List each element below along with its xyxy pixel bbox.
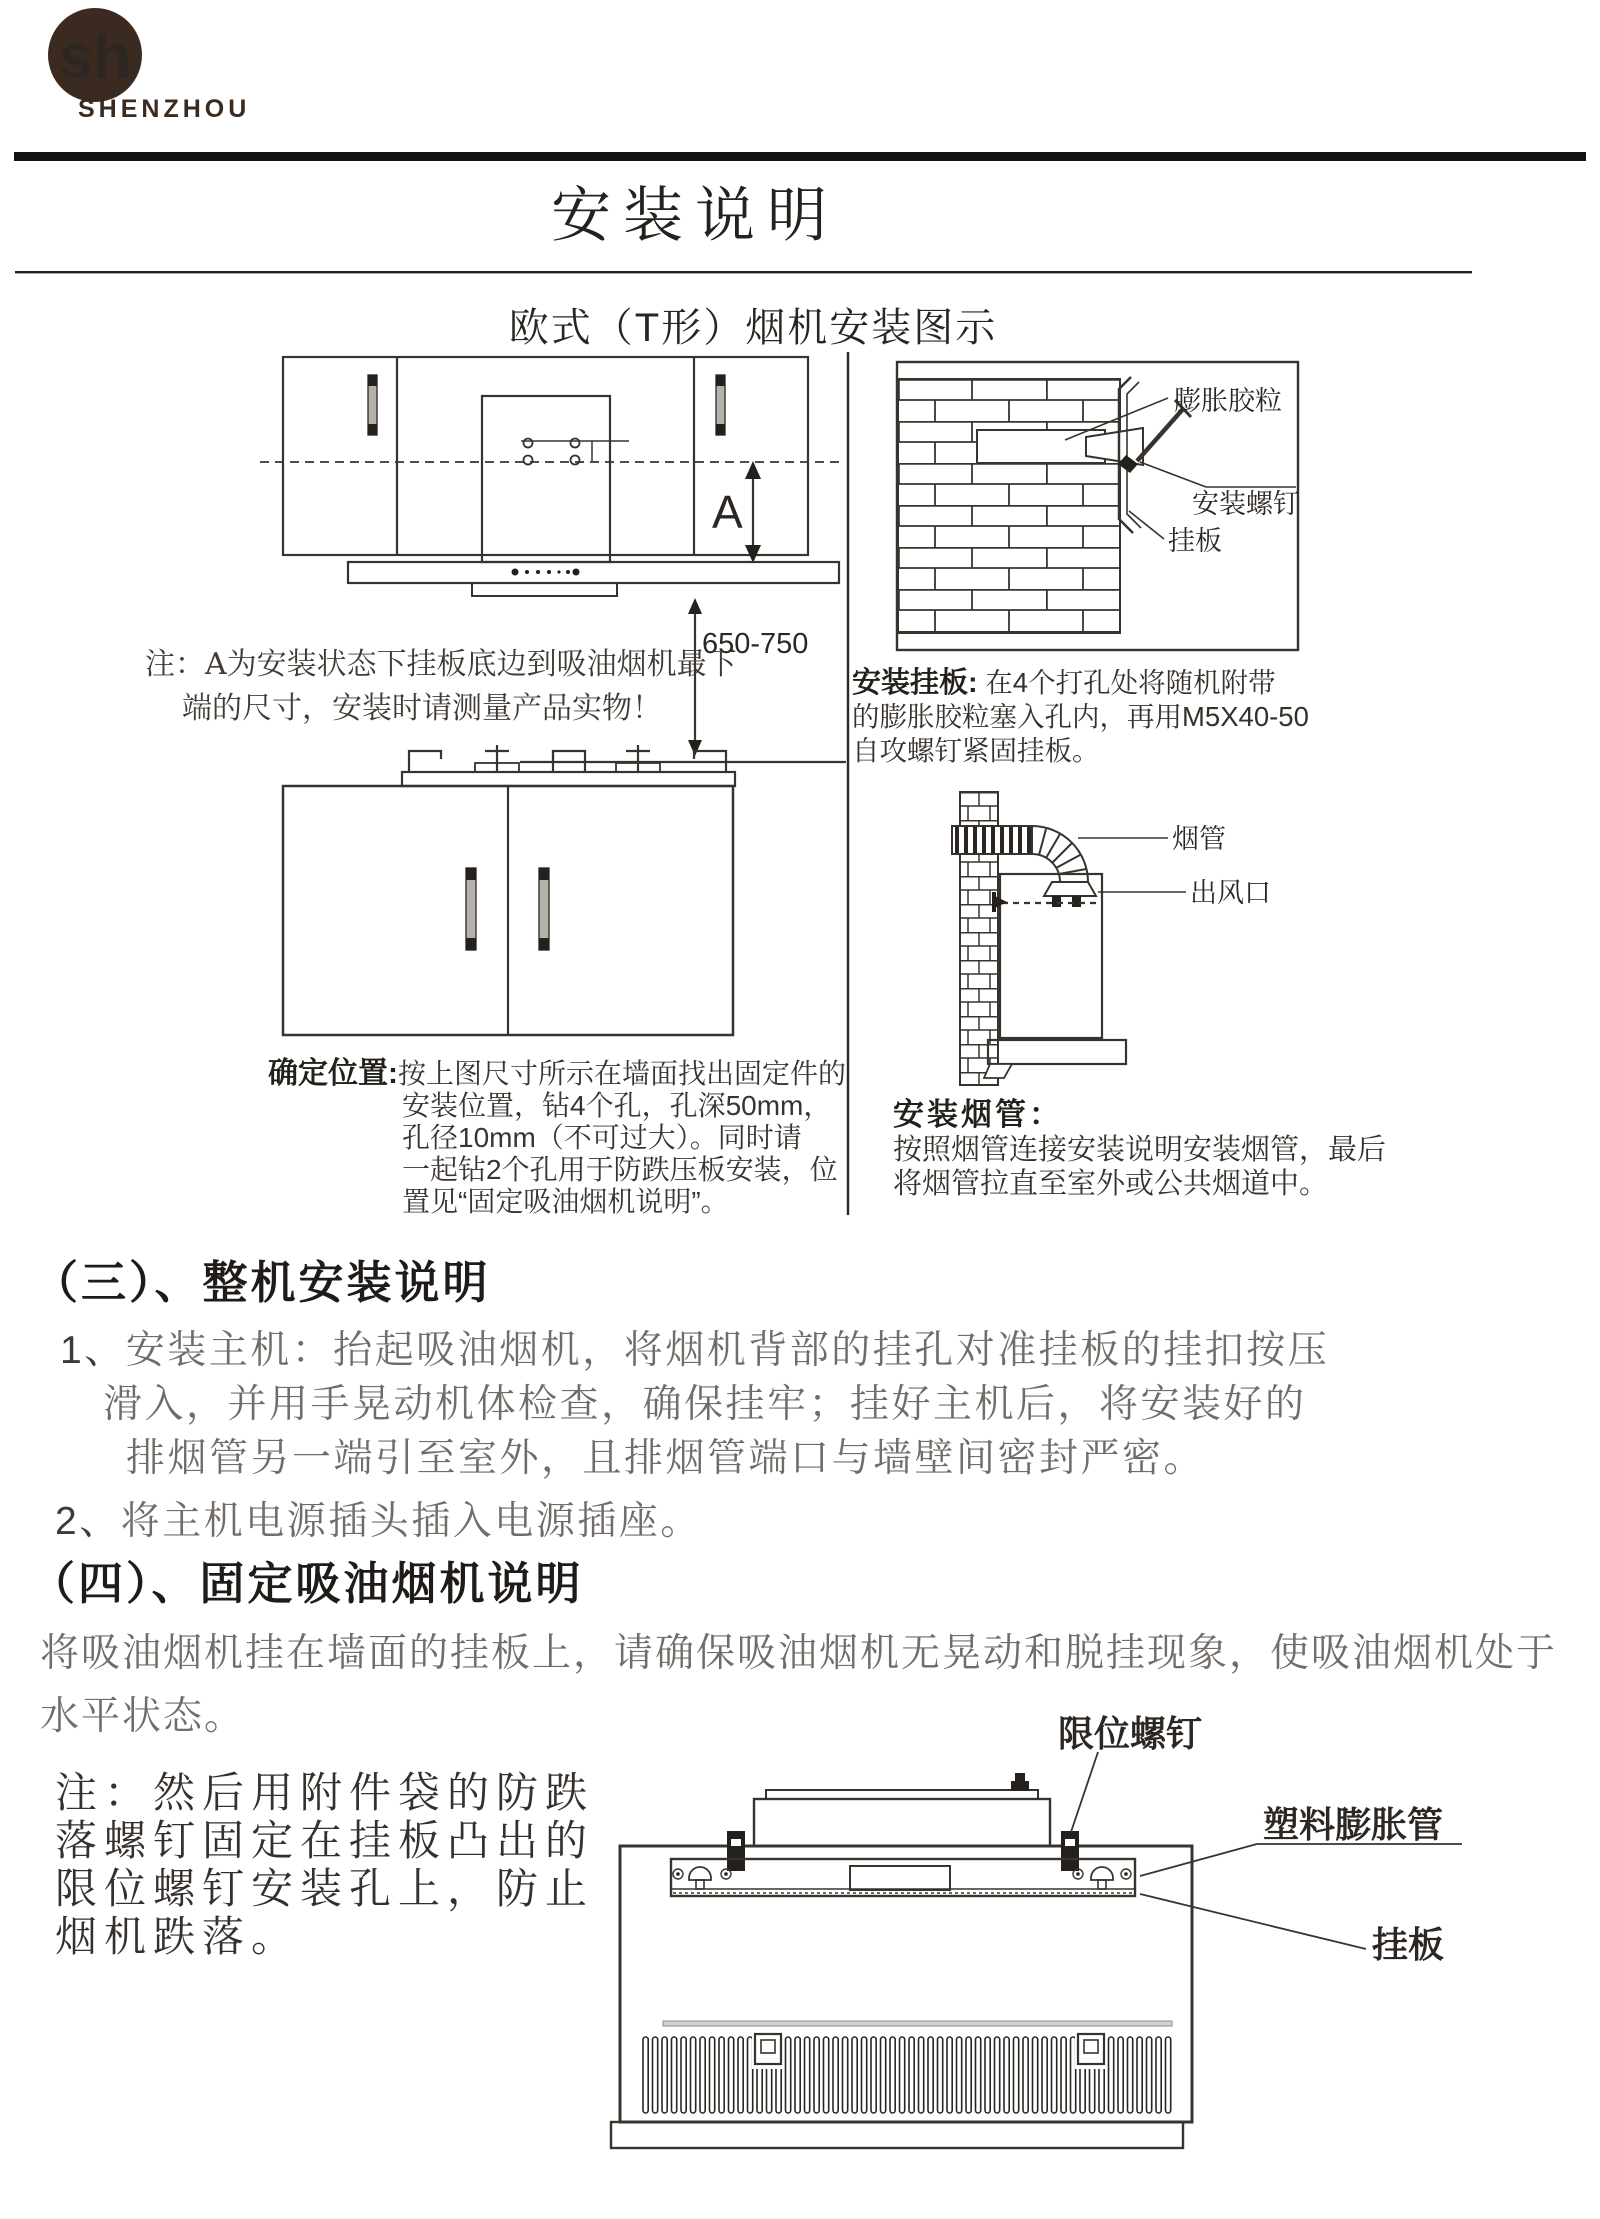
position-instructions-title: 确定位置: [268, 1057, 398, 1090]
position-instructions-line5: 置见“固定吸油烟机说明”。 [402, 1186, 729, 1217]
duct-caption-line1: 按照烟管连接安装说明安装烟管，最后 [893, 1134, 1387, 1166]
section3-item1-line3: 排烟管另一端引至室外，且排烟管端口与墙壁间密封严密。 [126, 1437, 1206, 1480]
section3-heading: （三）、整机安装说明 [33, 1257, 491, 1308]
section-subtitle: 欧式（T形）烟机安装图示 [508, 306, 998, 350]
anti-fall-note-line2: 落螺钉固定在挂板凸出的 [55, 1816, 595, 1865]
header-rule [14, 152, 1586, 161]
anti-fall-note-line3: 限位螺钉安装孔上，防止 [55, 1864, 595, 1913]
dim-a-label: A [712, 486, 743, 538]
section3-item1-number: 1、 [60, 1329, 126, 1372]
section4-paragraph [40, 1622, 1557, 1748]
duct-caption-title: 安装烟管： [893, 1097, 1063, 1132]
plate-label: 挂板 [1168, 526, 1222, 556]
brand-logo-icon [48, 8, 142, 102]
duct-diagram [952, 792, 1186, 1085]
expansion-tube-label: 塑料膨胀管 [1263, 1804, 1444, 1845]
page-title: 安装说明 [551, 182, 839, 249]
brand-name: SHENZHOU [78, 95, 251, 123]
section4-heading: （四）、固定吸油烟机说明 [30, 1558, 584, 1609]
svg-text:sh: sh [58, 23, 132, 92]
section3-item2-number: 2、 [55, 1500, 121, 1543]
section4-paragraph-line2: 水平状态。 [40, 1695, 246, 1738]
mount-plate-caption-line3: 自攻螺钉紧固挂板。 [852, 735, 1100, 766]
mount-plate-caption-line2: 的膨胀胶粒塞入孔内，再用M5X40-50 [852, 701, 1309, 732]
position-instructions-line3: 孔径10mm（不可过大）。同时请 [402, 1122, 802, 1153]
section4-paragraph-line1: 将吸油烟机挂在墙面的挂板上，请确保吸油烟机无晃动和脱挂现象，使吸油烟机处于 [40, 1632, 1558, 1675]
anti-fall-note [55, 1769, 594, 1961]
section3-item1 [60, 1324, 1329, 1486]
mount-plate-caption-text1: 在4个打孔处将随机附带 [977, 667, 1276, 698]
screw-label: 安装螺钉 [1192, 489, 1300, 519]
anti-fall-note-line4: 烟机跌落。 [55, 1912, 301, 1961]
control-buttons-dots [512, 569, 580, 576]
position-instructions [268, 1058, 846, 1218]
duct-caption [893, 1098, 1386, 1201]
mount-plate-caption-title: 安装挂板: [852, 667, 978, 699]
outlet-label: 出风口 [1190, 878, 1271, 908]
section3-item2 [55, 1490, 702, 1546]
mount-plate-caption [852, 666, 1309, 768]
position-instructions-line4: 一起钻2个孔用于防跌压板安装，位 [402, 1154, 838, 1185]
pipe-label: 烟管 [1172, 824, 1226, 854]
dimension-note-line2: 端的尺寸，安装时请测量产品实物！ [182, 691, 662, 726]
back-plate-label: 挂板 [1372, 1924, 1445, 1965]
title-rule [15, 271, 1472, 273]
dim-range-label: 650-750 [702, 628, 809, 660]
section3-item1-line1: 安装主机：抬起吸油烟机，将烟机背部的挂孔对准挂板的挂扣按压 [125, 1329, 1330, 1372]
limit-screw-label: 限位螺钉 [1058, 1713, 1203, 1754]
dimension-note [145, 643, 737, 731]
dimension-note-line1: 注：A为安装状态下挂板底边到吸油烟机最下 [145, 647, 737, 682]
position-instructions-line2: 安装位置，钻4个孔，孔深50mm， [402, 1090, 832, 1121]
position-instructions-line1: 按上图尺寸所示在墙面找出固定件的 [398, 1058, 847, 1089]
section3-item2-text: 将主机电源插头插入电源插座。 [120, 1500, 702, 1543]
section3-item1-line2: 滑入，并用手晃动机体检查，确保挂牢；挂好主机后，将安装好的 [103, 1383, 1307, 1426]
anchor-label: 膨胀胶粒 [1174, 386, 1282, 416]
anti-fall-note-line1: 注：然后用附件袋的防跌 [55, 1768, 595, 1817]
duct-caption-line2: 将烟管拉直至室外或公共烟道中。 [893, 1168, 1329, 1200]
